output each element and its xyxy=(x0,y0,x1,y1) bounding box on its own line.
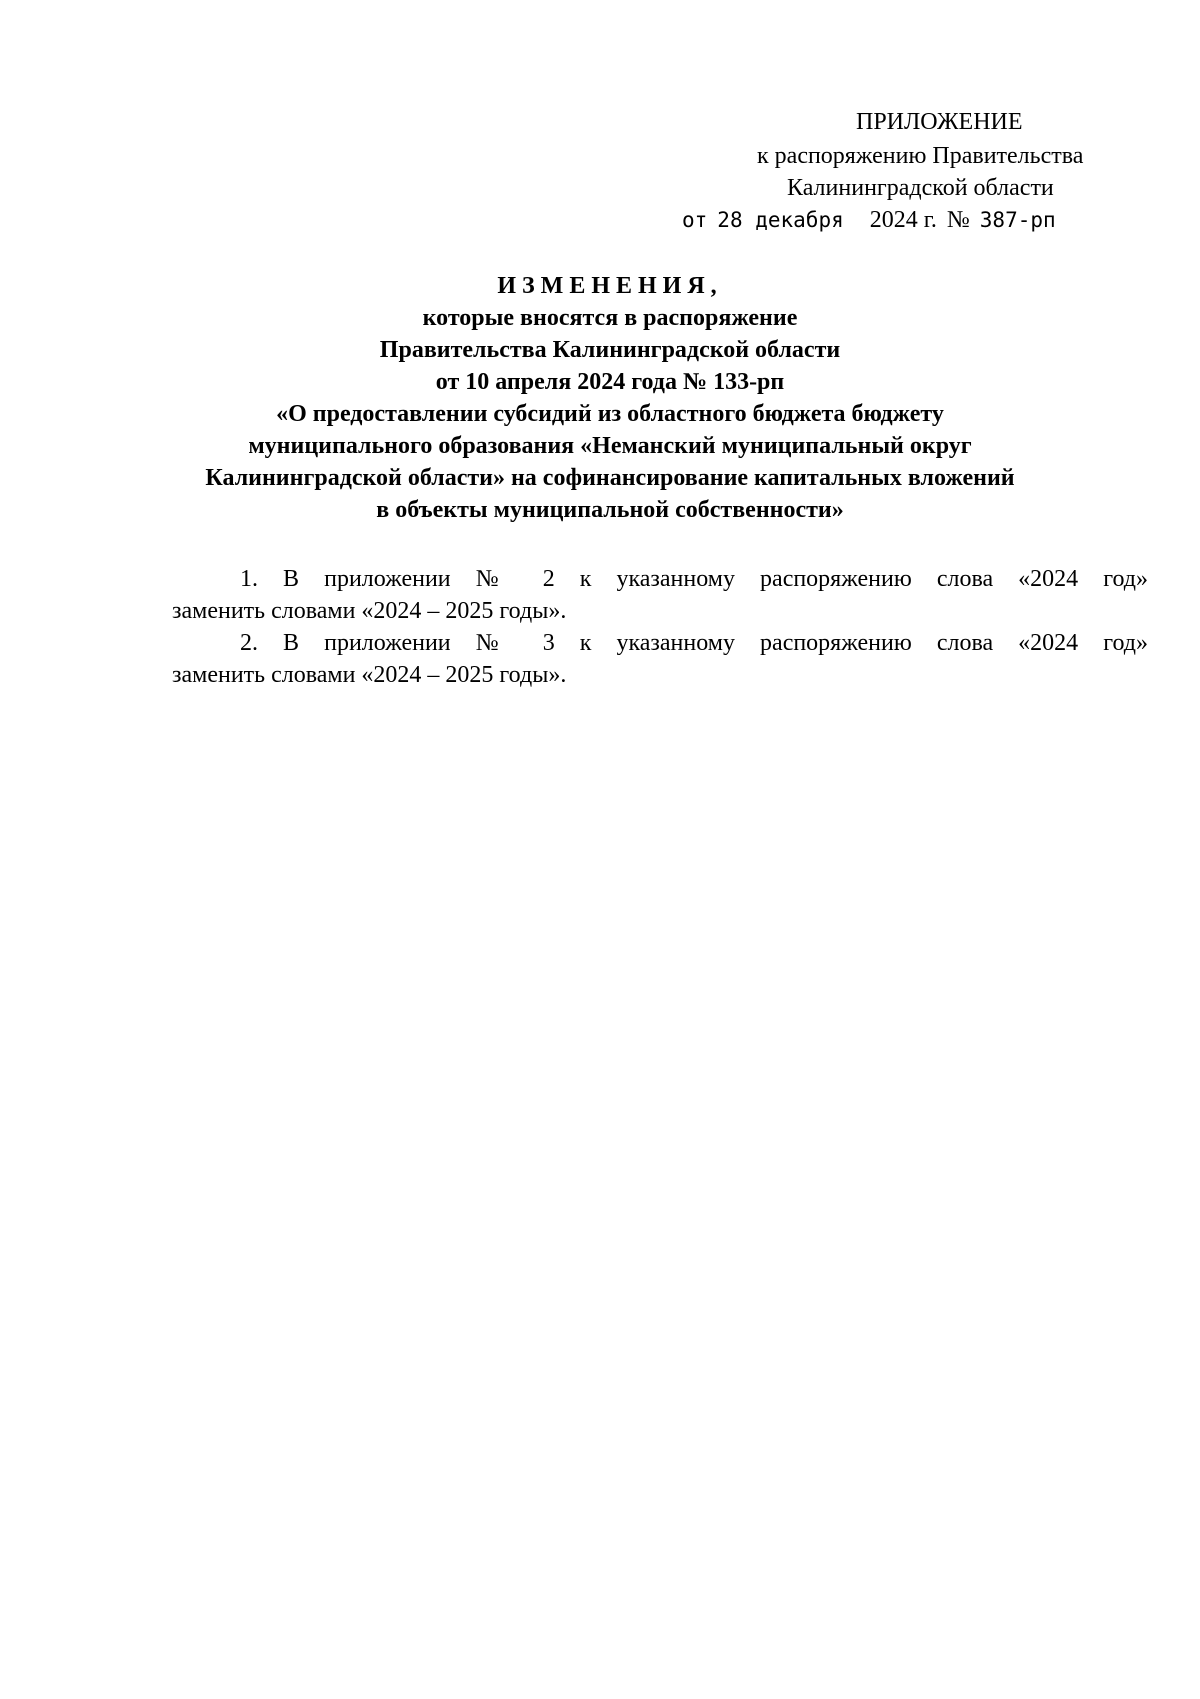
title-line: Правительства Калининградской области xyxy=(379,337,841,363)
number-sign: № xyxy=(946,207,970,233)
paragraph-line: 1. В приложении № 2 к указанному распоряжению слова «2024 год» xyxy=(240,566,1148,592)
title-line: «О предоставлении субсидий из областного бюджета бюджету xyxy=(276,401,944,427)
appendix-reference-line: к распоряжению Правительства xyxy=(757,143,1084,169)
title-line: муниципального образования «Неманский муниципальный округ xyxy=(248,433,972,459)
paragraph-line: заменить словами «2024 – 2025 годы». xyxy=(172,662,567,688)
appendix-region-line: Калининградской области xyxy=(787,175,1054,201)
title-line: которые вносятся в распоряжение xyxy=(422,305,798,331)
order-number: 387-рп xyxy=(979,208,1056,232)
date-prefix: от xyxy=(682,208,708,232)
paragraph-line: 2. В приложении № 3 к указанному распоряжению слова «2024 год» xyxy=(240,630,1148,656)
list-item xyxy=(172,563,1148,627)
appendix-title: ПРИЛОЖЕНИЕ xyxy=(856,109,1023,135)
list-item xyxy=(172,627,1148,691)
title-line: в объекты муниципальной собственности» xyxy=(376,497,844,523)
date-day-month: 28 декабря xyxy=(717,208,844,232)
paragraph-line: заменить словами «2024 – 2025 годы». xyxy=(172,598,567,624)
date-year: 2024 г. xyxy=(869,207,937,233)
appendix-date-number-line xyxy=(682,204,1056,236)
title-line: от 10 апреля 2024 года № 133-рп xyxy=(435,369,785,395)
document-title: ИЗМЕНЕНИЯ, xyxy=(497,273,723,299)
title-line: Калининградской области» на софинансирование капитальных вложений xyxy=(205,465,1015,491)
